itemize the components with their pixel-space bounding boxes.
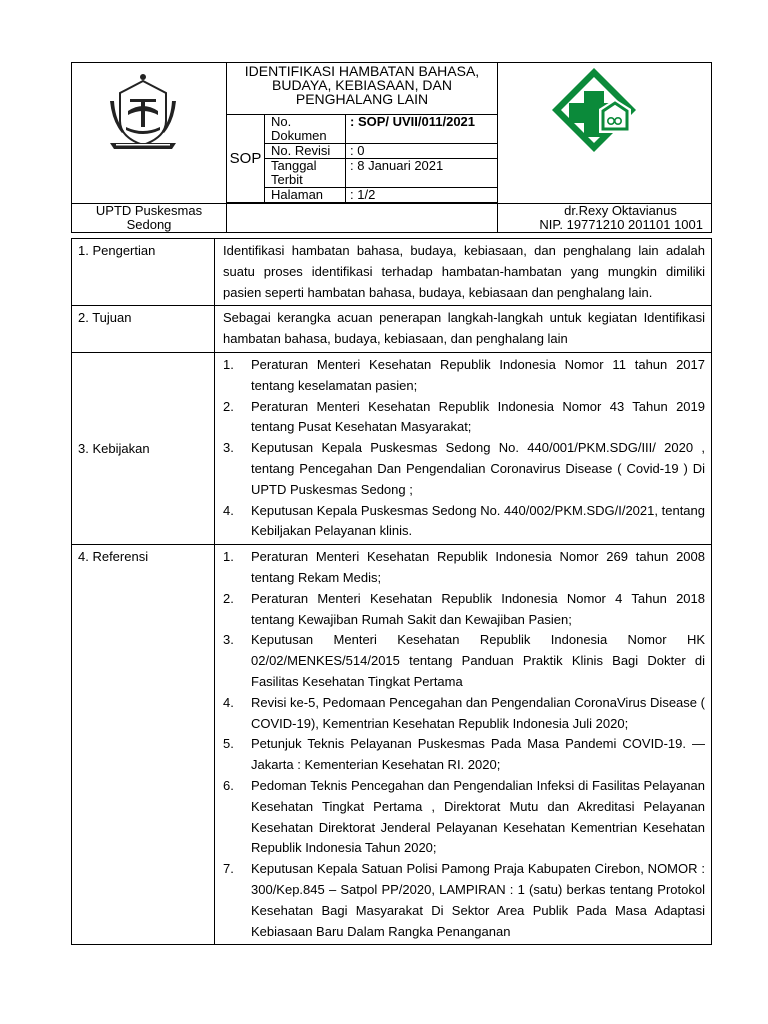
section-referensi [72,545,712,945]
list-item-text: Keputusan Menteri Kesehatan Republik Indonesia Nomor HK 02/02/MENKES/514/2015 tentang Panduan Praktik Klinis Bagi Dokter di Fasilitas Kesehatan Tingkat Pertama [251,632,705,689]
list-item-number: 2. [223,590,234,606]
regency-crest-icon [106,71,180,153]
list-item-text: Keputusan Kepala Puskesmas Sedong No. 440/002/PKM.SDG/I/2021, tentang Kebiljakan Pelayanan klinis. [251,502,705,539]
list-item-text: Keputusan Kepala Puskesmas Sedong No. 440/001/PKM.SDG/III/ 2020 , tentang Pencegahan Dan Pengendalian Coronavirus Disease ( Covid-19 ) Di UPTD Puskesmas Sedong ; [251,440,705,497]
list-item [223,734,705,776]
sop-title: IDENTIFIKASI HAMBATAN BAHASA, BUDAYA, KEBIASAAN, DAN PENGHALANG LAIN [227,63,498,115]
list-item-text: Peraturan Menteri Kesehatan Republik Indonesia Nomor 4 Tahun 2018 tentang Kewajiban Rumah Sakit dan Kewajiban Pasien; [251,590,705,627]
list-item [223,547,705,589]
meta-label-halaman: Halaman [265,188,346,203]
list-item-number: 4. [223,502,234,518]
list-item-number: 6. [223,777,234,793]
section-list-cell [215,545,712,945]
signature-block [498,204,712,233]
list-item-text: Peraturan Menteri Kesehatan Republik Indonesia Nomor 11 tahun 2017 tentang keselamatan pasien; [251,356,705,393]
meta-value-no-revisi: : 0 [346,144,498,159]
sop-header-table [71,62,712,233]
list-item [223,859,705,942]
section-label: 3. Kebijakan [72,352,215,544]
list-item [223,355,705,397]
list-item-number: 3. [223,632,234,648]
list-item-number: 5. [223,736,234,752]
section-label: 4. Referensi [72,545,215,945]
section-tujuan [72,306,712,353]
list-item-text: Revisi ke-5, Pedomaan Pencegahan dan Pengendalian CoronaVirus Disease ( COVID-19), Kementrian Kesehatan Republik Indonesia Juli 2020; [251,694,705,731]
list-item [223,776,705,859]
section-kebijakan [72,352,712,544]
header-blank-cell [227,204,498,233]
list-item-text: Keputusan Kepala Satuan Polisi Pamong Praja Kabupaten Cirebon, NOMOR : 300/Kep.845 – Satpol PP/2020, LAMPIRAN : 1 (satu) berkas tentang Protokol Kesehatan Bagi Masyarakat Di Sektor Area Publik Pada Masa Adaptasi Kebiasaan Baru Dalam Rangka Penanganan [251,861,705,939]
section-text: Sebagai kerangka acuan penerapan langkah-langkah untuk kegiatan Identifikasi hambatan bahasa, budaya, kebiasaan, dan penghalang lain [215,306,712,353]
section-label: 2. Tujuan [72,306,215,353]
list-item-number: 2. [223,398,234,414]
list-item [223,501,705,543]
puskesmas-logo-cell [498,63,712,204]
section-list-cell [215,352,712,544]
list-item-text: Peraturan Menteri Kesehatan Republik Indonesia Nomor 43 Tahun 2019 tentang Pusat Kesehatan Masyarakat; [251,398,705,435]
list-item-text: Pedoman Teknis Pencegahan dan Pengendalian Infeksi di Fasilitas Pelayanan Kesehatan Tingkat Pertama , Direktorat Mutu dan Akreditasi Pelayanan Kesehatan Direktorat Jenderal Pelayanan Kesehatan Kementrian Kesehatan Republik Indonesia Tahun 2020; [251,777,705,856]
meta-value-halaman: : 1/2 [346,188,498,203]
list-item [223,693,705,735]
list-item-number: 4. [223,694,234,710]
section-pengertian [72,239,712,306]
list-item [223,397,705,439]
meta-label-no-revisi: No. Revisi [265,144,346,159]
list-item [223,438,705,500]
meta-label-no-dokumen: No. Dokumen [265,115,346,144]
sop-label: SOP [227,115,265,203]
meta-value-no-dokumen: : SOP/ UVII/011/2021 [346,115,498,144]
signer-name: dr.Rexy Oktavianus [564,203,677,218]
meta-value-tanggal-terbit: : 8 Januari 2021 [346,159,498,188]
puskesmas-logo-icon [549,65,639,155]
meta-label-tanggal-terbit: Tanggal Terbit [265,159,346,188]
org-name: UPTD Puskesmas Sedong [72,204,227,233]
list-item-number: 1. [223,356,234,372]
list-item-number: 1. [223,549,234,565]
list-item [223,630,705,692]
list-item [223,589,705,631]
section-text: Identifikasi hambatan bahasa, budaya, kebiasaan, dan penghalang lain adalah suatu proses identifikasi terhadap hambatan-hambatan yang mungkin dimiliki pasien seperti hambatan bahasa, budaya, kebiasaan dan penghalang lain. [215,239,712,306]
list-item-text: Petunjuk Teknis Pelayanan Puskesmas Pada Masa Pandemi COVID-19. — Jakarta : Kementerian Kesehatan RI. 2020; [251,736,705,773]
list-item-text: Peraturan Menteri Kesehatan Republik Indonesia Nomor 269 tahun 2008 tentang Rekam Medis; [251,549,705,585]
regency-logo-cell [72,63,227,204]
section-label: 1. Pengertian [72,239,215,306]
list-item-number: 3. [223,440,234,456]
sop-content-table [71,238,712,945]
list-item-number: 7. [223,861,234,877]
signer-nip: NIP. 19771210 201101 1001 [539,217,703,232]
